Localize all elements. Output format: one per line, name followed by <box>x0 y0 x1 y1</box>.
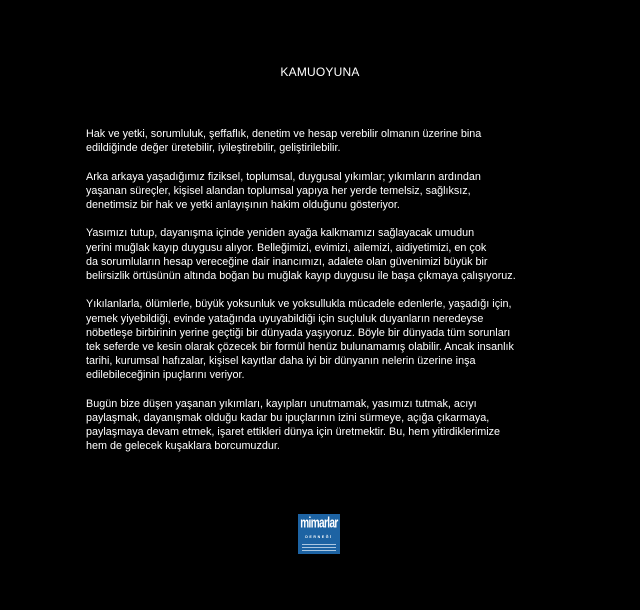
logo-fine-line <box>302 544 336 545</box>
logo-fine-line <box>302 550 336 551</box>
logo-fine-line <box>302 547 336 548</box>
paragraph: Yıkılanlarla, ölümlerle, büyük yoksunluk ve yoksullukla mücadele edenlerle, yaşadığı için, yemek yiyebildiği, evinde yatağında uyuyabildiği için suçluluk duyanların neredeyse nöbetleşe birbirinin yerine geçtiği bir dünyada yaşıyoruz. Böyle bir dünyada tüm sorunları tek seferde ve kesin olarak çözecek bir formül henüz bulunamamış olabilir. Ancak insanlık tarihi, kurumsal hafızalar, kişisel kayıtlar daha iyi bir dünyanın nelerin üzerine inşa edilebileceğinin ipuçlarını veriyor. <box>86 298 514 382</box>
statement-body <box>86 127 556 468</box>
paragraph: Hak ve yetki, sorumluluk, şeffaflık, denetim ve hesap verebilir olmanın üzerine bina edildiğinde değer üretebilir, iyileştirebilir, geliştirilebilir. <box>86 128 482 155</box>
paragraph: Bugün bize düşen yaşanan yıkımları, kayıpları unutmamak, yasımızı tutmak, acıyı paylaşmak, dayanışmak olduğu kadar bu ipuçlarının izini sürmeye, açığa çıkarmaya, paylaşmaya devam etmek, işaret ettikleri dünya için üretmektir. Bu, hem yitirdiklerimize hem de gelecek kuşaklara borcumuzdur. <box>86 397 501 453</box>
logo-wordmark: mimarlar <box>300 515 338 532</box>
mimarlar-dernegi-logo <box>298 514 340 554</box>
page-title: KAMUOYUNA <box>280 65 360 79</box>
paragraph: Yasımızı tutup, dayanışma içinde yeniden ayağa kalkmamızı sağlayacak umudun yerini muğlak kayıp duygusu alıyor. Belleğimizi, evimizi, ailemizi, aidiyetimizi, en çok da sorumluların hesap vereceğine dair inancımızı, adalete olan güvenimizi büyük bir belirsizlik örtüsünün altında boğan bu muğlak kayıp duygusu ile başa çıkmaya çalışıyoruz. <box>86 227 516 282</box>
logo-subtitle: DERNEĞİ <box>305 535 333 539</box>
paragraph: Arka arkaya yaşadığımız fiziksel, toplumsal, duygusal yıkımlar; yıkımların ardından yaşanan süreçler, kişisel alandan toplumsal yapıya her yerde temelsiz, sağlıksız, denetimsiz bir hak ve yetki anlayışının hakim olduğunu gösteriyor. <box>86 170 481 211</box>
